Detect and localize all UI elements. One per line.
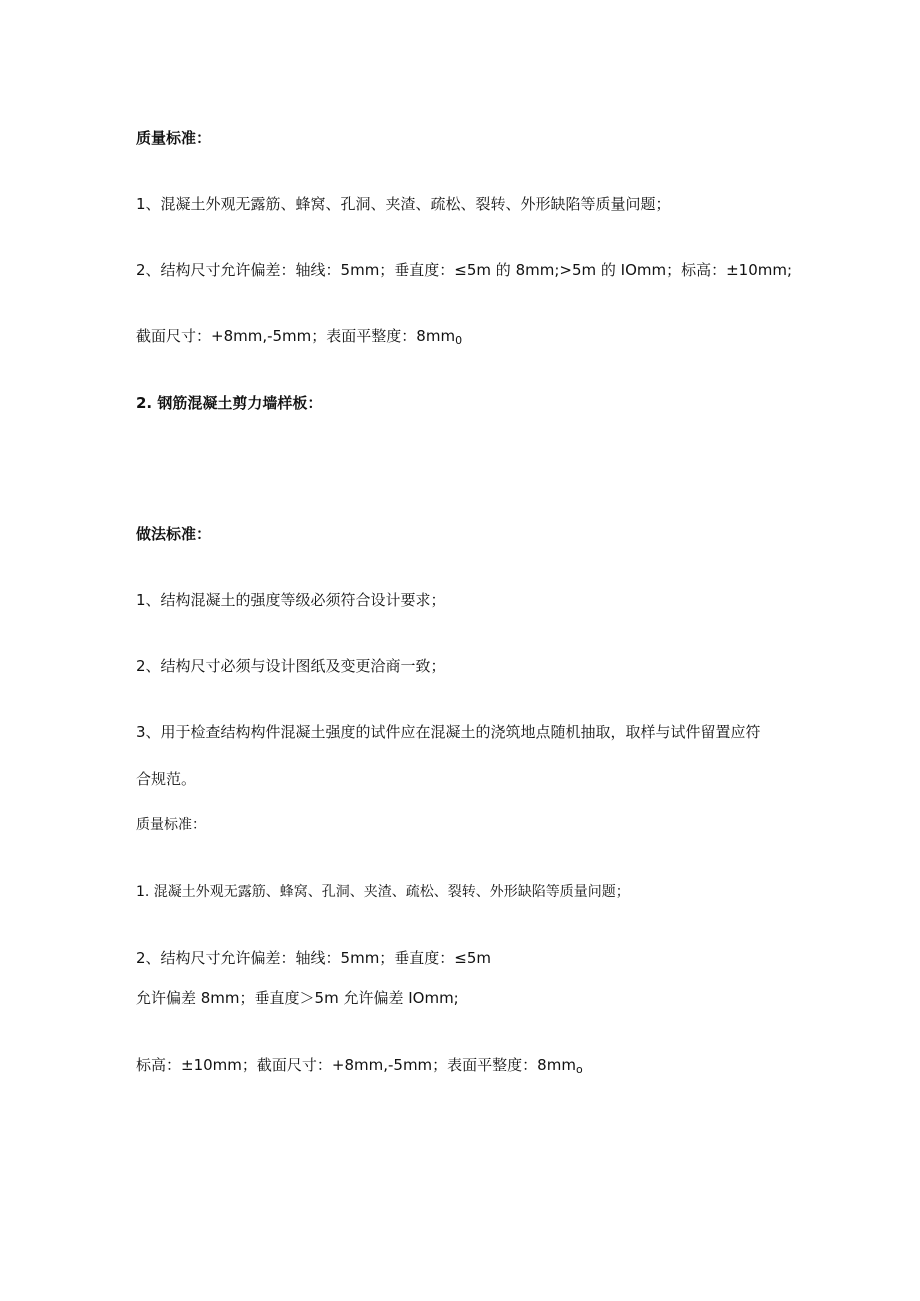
quality-item-1: 1、混凝土外观无露筋、蜂窝、孔洞、夹渣、疏松、裂转、外形缺陷等质量问题；	[136, 195, 671, 213]
quality-item-2: 2、结构尺寸允许偏差：轴线：5mm；垂直度：≤5m 的 8mm;>5m 的 IOmm；标高：±10mm;	[136, 261, 793, 279]
quality-item-3-repeat-suffix: o	[575, 1063, 583, 1076]
quality-item-2-repeat-line-1: 2、结构尺寸允许偏差：轴线：5mm；垂直度：≤5m	[136, 949, 492, 967]
quality-item-2-repeat-line-2: 允许偏差 8mm；垂直度＞5m 允许偏差 IOmm;	[136, 989, 459, 1007]
quality-item-3-suffix: 0	[455, 334, 463, 347]
quality-item-3-repeat	[136, 1055, 583, 1077]
method-standard-heading: 做法标准：	[136, 525, 212, 543]
quality-item-3-text: 截面尺寸：+8mm,-5mm；表面平整度：8mm	[136, 327, 456, 345]
method-item-3-line-2: 合规范。	[136, 770, 197, 788]
method-item-2: 2、结构尺寸必须与设计图纸及变更洽商一致；	[136, 657, 446, 675]
quality-standard-heading: 质量标准：	[136, 129, 212, 147]
method-item-1: 1、结构混凝土的强度等级必须符合设计要求；	[136, 591, 446, 609]
quality-item-1-repeat: 1. 混凝土外观无露筋、蜂窝、孔洞、夹渣、疏松、裂转、外形缺陷等质量问题；	[136, 884, 630, 900]
quality-standard-heading-2: 质量标准：	[136, 817, 206, 833]
quality-item-3	[136, 326, 462, 348]
shear-wall-sample-heading: 2. 钢筋混凝土剪力墙样板：	[136, 394, 323, 412]
method-item-3-line-1: 3、用于检查结构构件混凝土强度的试件应在混凝土的浇筑地点随机抽取，取样与试件留置应符	[136, 723, 761, 741]
quality-item-3-repeat-text: 标高：±10mm；截面尺寸：+8mm,-5mm；表面平整度：8mm	[136, 1056, 576, 1074]
